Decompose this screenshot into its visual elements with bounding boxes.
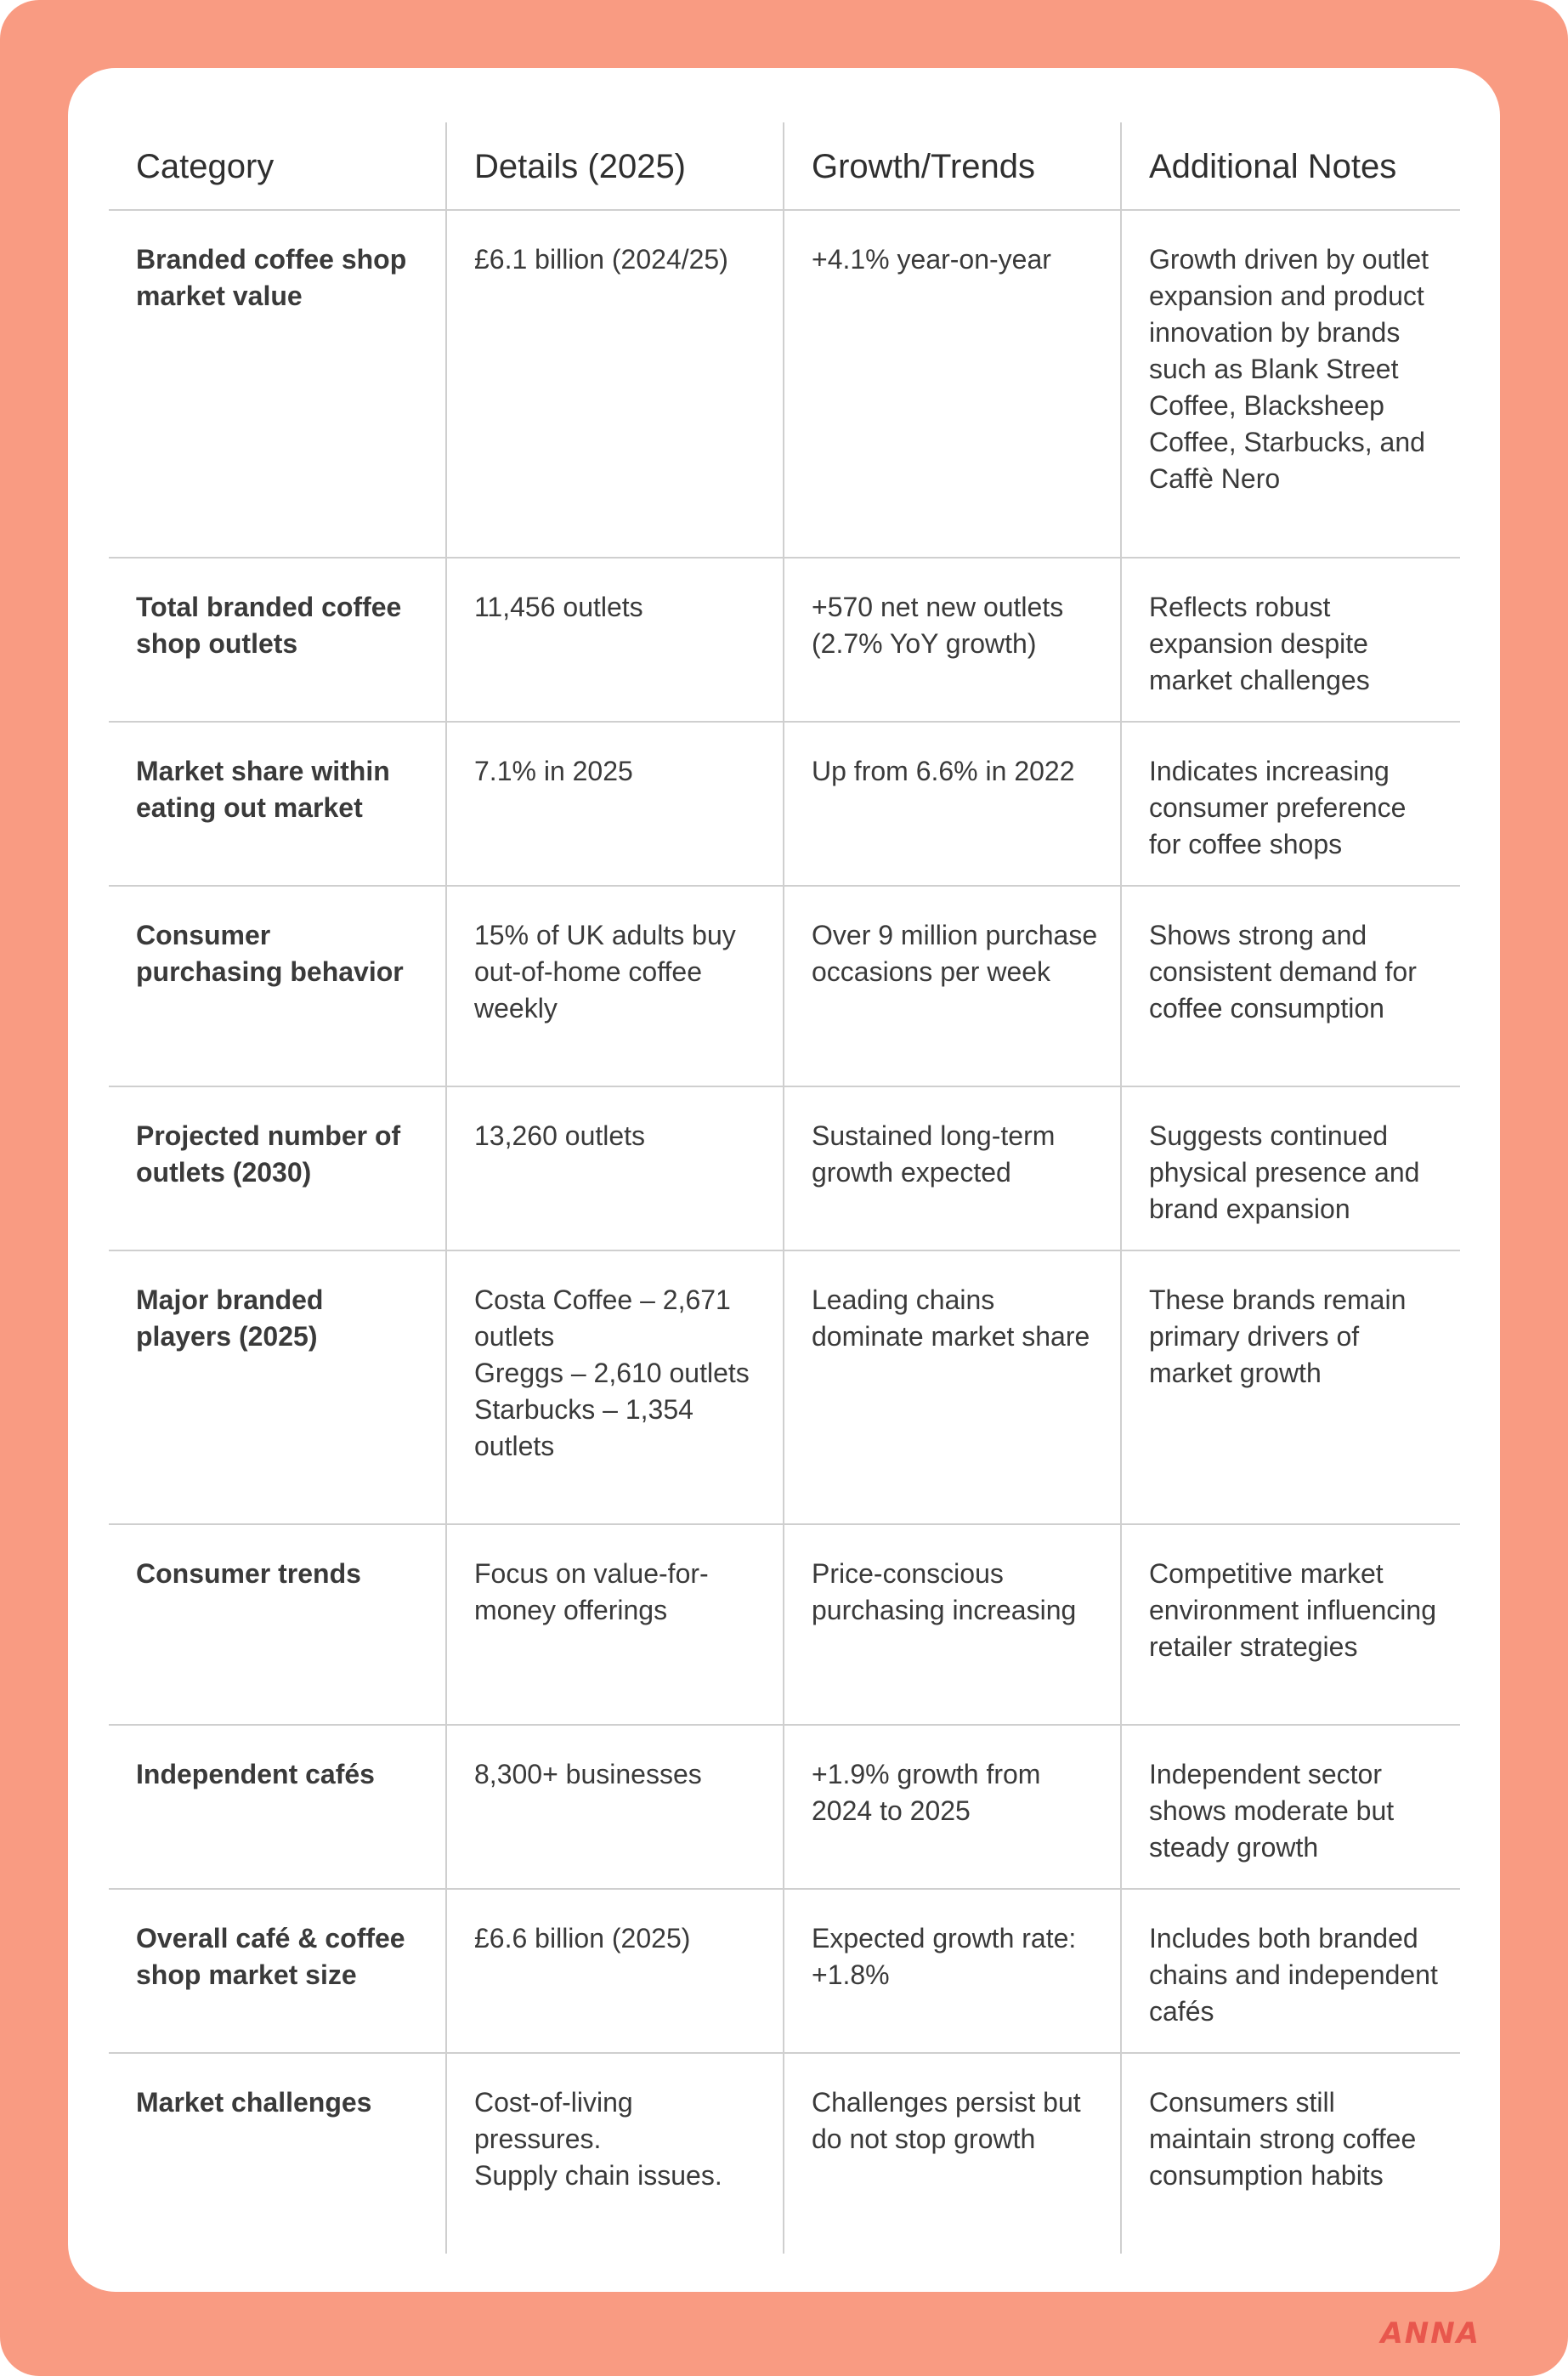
- cell-growth: +4.1% year-on-year: [784, 210, 1121, 558]
- cell-details: [446, 1524, 784, 1725]
- cell-category: Consumer trends: [136, 1558, 361, 1589]
- details-line: £6.1 billion (2024/25): [474, 244, 728, 275]
- cell-growth: Challenges persist but do not stop growth: [784, 2053, 1121, 2254]
- cell-growth: Up from 6.6% in 2022: [784, 722, 1121, 886]
- cell-details: [446, 722, 784, 886]
- details-line: Focus on value-for-money offerings: [474, 1558, 709, 1625]
- cell-category: Market share within eating out market: [136, 756, 390, 823]
- details-line: 15% of UK adults buy out-of-home coffee weekly: [474, 920, 736, 1024]
- cell-notes: Growth driven by outlet expansion and product innovation by brands such as Blank Street Coffee, Blacksheep Coffee, Starbucks, and Caffè Nero: [1121, 210, 1460, 558]
- table-card: [68, 68, 1500, 2292]
- cell-growth: Expected growth rate: +1.8%: [784, 1889, 1121, 2053]
- table-row: [109, 1086, 1460, 1250]
- cell-details: [446, 558, 784, 722]
- cell-details: [446, 210, 784, 558]
- cell-details: [446, 1250, 784, 1524]
- cell-growth: Sustained long-term growth expected: [784, 1086, 1121, 1250]
- table-header-row: [109, 122, 1460, 210]
- details-line: 13,260 outlets: [474, 1120, 646, 1151]
- details-line: Cost-of-living pressures.: [474, 2087, 633, 2154]
- header-details: Details (2025): [446, 122, 784, 210]
- table-row: [109, 886, 1460, 1086]
- cell-notes: Competitive market environment influencing retailer strategies: [1121, 1524, 1460, 1725]
- details-line: 7.1% in 2025: [474, 756, 633, 786]
- header-growth-trends: Growth/Trends: [784, 122, 1121, 210]
- cell-category: Market challenges: [136, 2087, 372, 2118]
- details-line: 11,456 outlets: [474, 592, 643, 622]
- cell-growth: +570 net new outlets (2.7% YoY growth): [784, 558, 1121, 722]
- cell-notes: Reflects robust expansion despite market challenges: [1121, 558, 1460, 722]
- cell-notes: Shows strong and consistent demand for coffee consumption: [1121, 886, 1460, 1086]
- cell-growth: Over 9 million purchase occasions per week: [784, 886, 1121, 1086]
- cell-notes: These brands remain primary drivers of market growth: [1121, 1250, 1460, 1524]
- cell-category: Projected number of outlets (2030): [136, 1120, 401, 1188]
- table-row: [109, 1524, 1460, 1725]
- details-line: Greggs – 2,610 outlets: [474, 1358, 750, 1388]
- details-line: Starbucks – 1,354 outlets: [474, 1394, 693, 1461]
- table-row: [109, 558, 1460, 722]
- details-line: Costa Coffee – 2,671 outlets: [474, 1284, 731, 1352]
- cell-growth: +1.9% growth from 2024 to 2025: [784, 1725, 1121, 1889]
- cell-category: Overall café & coffee shop market size: [136, 1923, 405, 1990]
- coffee-market-table: [109, 122, 1460, 2254]
- cell-notes: Indicates increasing consumer preference for coffee shops: [1121, 722, 1460, 886]
- header-additional-notes: Additional Notes: [1121, 122, 1460, 210]
- cell-notes: Includes both branded chains and independent cafés: [1121, 1889, 1460, 2053]
- cell-category: Branded coffee shop market value: [136, 244, 407, 311]
- cell-details: [446, 1086, 784, 1250]
- cell-details: [446, 886, 784, 1086]
- details-line: 8,300+ businesses: [474, 1759, 702, 1789]
- table-row: [109, 1889, 1460, 2053]
- cell-category: Total branded coffee shop outlets: [136, 592, 402, 659]
- cell-category: Major branded players (2025): [136, 1284, 324, 1352]
- cell-category: Consumer purchasing behavior: [136, 920, 404, 987]
- details-line: Supply chain issues.: [474, 2160, 722, 2191]
- anna-signature-logo: ANNA: [1380, 2316, 1480, 2350]
- header-category: Category: [109, 122, 446, 210]
- cell-notes: Suggests continued physical presence and brand expansion: [1121, 1086, 1460, 1250]
- table-row: [109, 1725, 1460, 1889]
- cell-details: [446, 1889, 784, 2053]
- cell-notes: Consumers still maintain strong coffee consumption habits: [1121, 2053, 1460, 2254]
- cell-details: [446, 2053, 784, 2254]
- cell-details: [446, 1725, 784, 1889]
- cell-growth: Leading chains dominate market share: [784, 1250, 1121, 1524]
- table-row: [109, 2053, 1460, 2254]
- cell-notes: Independent sector shows moderate but steady growth: [1121, 1725, 1460, 1889]
- cell-growth: Price-conscious purchasing increasing: [784, 1524, 1121, 1725]
- table-row: [109, 722, 1460, 886]
- details-line: £6.6 billion (2025): [474, 1923, 691, 1954]
- table-row: [109, 210, 1460, 558]
- table-row: [109, 1250, 1460, 1524]
- cell-category: Independent cafés: [136, 1759, 375, 1789]
